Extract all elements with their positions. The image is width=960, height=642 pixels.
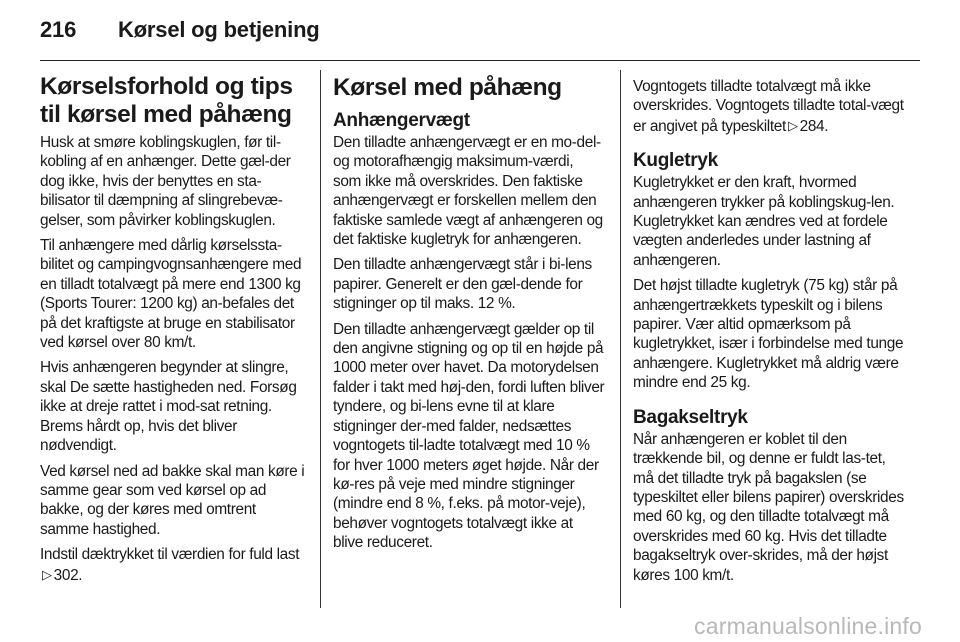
- paragraph: Ved kørsel ned ad bakke skal man køre i samme gear som ved kørsel op ad bakke, og der køres med omtrent samme hastighed.: [40, 462, 305, 538]
- column-middle: [333, 70, 605, 559]
- paragraph: Kugletrykket er den kraft, hvormed anhængeren trykker på koblingskug-len. Kugletrykket kan ændres ved at fordele vægten anderledes under lastning af anhængeren.: [633, 174, 895, 269]
- paragraph: Når anhængeren er koblet til den trækkende bil, og denne er fuldt las-tet, må det tilladte tryk på bagakslen (se typeskiltet eller bilens papirer) overskrides med 60 kg, og den tilladte totalvægt må overskrides med 60 kg. Hvis det tilladte bagakseltryk over-skrides, må der højst køres 100 km/t.: [633, 430, 904, 584]
- column-divider: [320, 70, 321, 608]
- column-divider: [620, 70, 621, 608]
- paragraph: Det højst tilladte kugletryk (75 kg) står på anhængertrækkets typeskilt og i bilens papirer. Vær altid opmærksom på kugletrykket, især i forbindelse med tunge anhængere. Kugletrykket må aldrig være mindre end 25 kg.: [633, 277, 904, 392]
- paragraph-text: Indstil dæktrykket til værdien for fuld last: [40, 546, 300, 564]
- paragraph: Den tilladte anhængervægt er en mo-del- og motorafhængig maksimum-værdi, som ikke må overskrides. Den faktiske anhængervægt er forskellen mellem den faktiske samlede vægt af anhængeren og det faktiske kugletryk for anhængeren.: [333, 134, 603, 249]
- paragraph-text: Vogntogets tilladte totalvægt må ikke overskrides. Vogntogets tilladte total-vægt er angivet på typeskiltet: [633, 78, 904, 135]
- page-reference-arrow-icon: ▷: [787, 117, 798, 133]
- paragraph: [40, 545, 308, 585]
- page-number: 216: [40, 17, 77, 42]
- header-rule: [40, 60, 920, 61]
- paragraph: Hvis anhængeren begynder at slingre, skal De sætte hastigheden ned. Forsøg ikke at dreje rattet i mod-sat retning. Brems hårdt op, hvis det bliver nødvendigt.: [40, 359, 297, 455]
- paragraph: [633, 77, 905, 136]
- subsection-heading: Kugletryk: [633, 150, 718, 172]
- page-reference-link[interactable]: 302.: [53, 566, 83, 584]
- paragraph: Husk at smøre koblingskuglen, før til-kobling af en anhænger. Dette gæl-der dog ikke, hvis der benyttes en sta-bilisator til dæmpning af slingrebevæ-gelser, som påvirker koblingskuglen.: [40, 134, 291, 229]
- page-reference-arrow-icon: ▷: [42, 566, 52, 582]
- page-header: [40, 8, 320, 52]
- section-heading: Kørselsforhold og tips til kørsel med påhæng: [40, 73, 293, 128]
- column-right: [633, 77, 905, 591]
- paragraph: Den tilladte anhængervægt gælder op til den angivne stigning og op til en højde på 1000 meter over havet. Da motorydelsen falder i takt med høj-den, fordi luften bliver tyndere, og bi-lens evne til at klare stigninger der-med falder, nedsættes vogntogets til-ladte totalvægt med 10 % for hver 1000 meters øget højde. Når der kø-res på veje med mindre stigninger (mindre end 8 %, f.eks. på motor-veje), behøver vogntogets totalvægt ikke at blive reduceret.: [333, 320, 605, 552]
- subsection-heading: Bagakseltryk: [633, 406, 748, 428]
- section-heading: Kørsel med påhæng: [333, 74, 562, 101]
- paragraph: Den tilladte anhængervægt står i bi-lens papirer. Generelt er den gæl-dende for stigninger op til maks. 12 %.: [333, 256, 592, 313]
- page-reference-link[interactable]: 284.: [799, 117, 829, 135]
- section-title: Kørsel og betjening: [118, 17, 320, 42]
- subsection-heading: Anhængervægt: [333, 110, 470, 131]
- paragraph: Til anhængere med dårlig kørselssta-bilitet og campingvognsanhængere med en tilladt totalvægt på mere end 1300 kg (Sports Tourer: 1200 kg) an-befales det på det kraftigste at bruge en stabilisator ved kørsel over 80 km/t.: [40, 237, 302, 352]
- watermark: carmanualsonline.info: [694, 613, 922, 639]
- column-left: [40, 70, 308, 591]
